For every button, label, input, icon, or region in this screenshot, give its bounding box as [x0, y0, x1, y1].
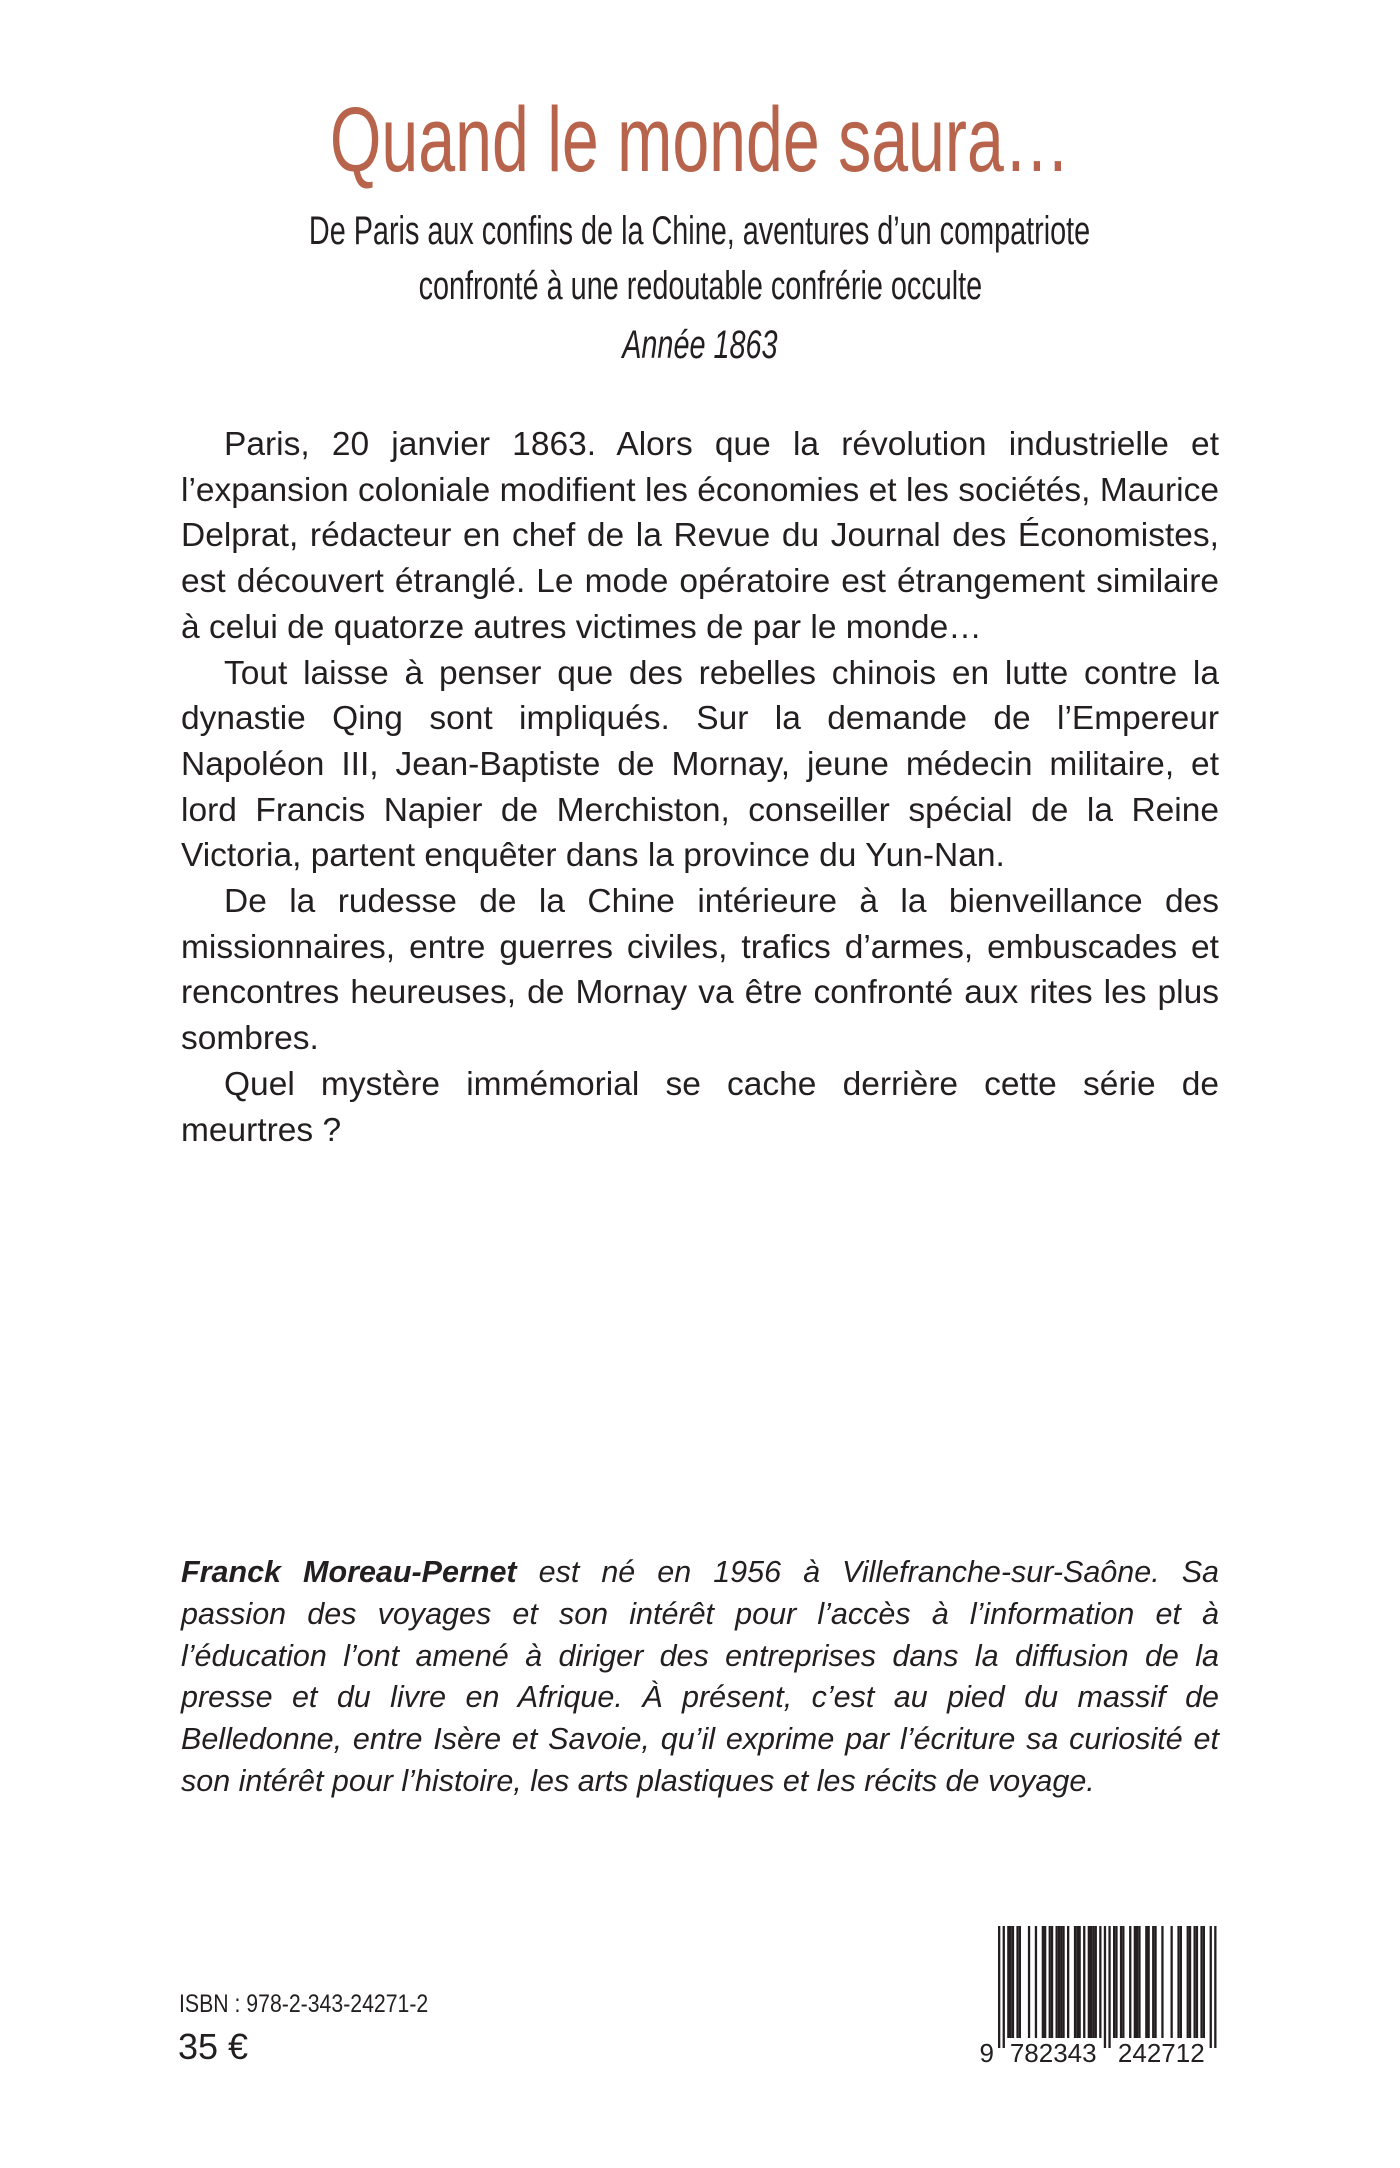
year-label: Année 1863 [622, 323, 778, 367]
author-bio [181, 1552, 1219, 1803]
barcode-bar [1134, 1926, 1136, 2038]
barcode-bar [1067, 1926, 1069, 2038]
barcode-bar [1007, 1926, 1009, 2038]
barcode-bar [1138, 1926, 1140, 2038]
barcode-bar [1056, 1926, 1058, 2038]
barcode-bar [1161, 1926, 1163, 2038]
barcode-bar [1210, 1926, 1212, 2048]
barcode-bar [1062, 1926, 1064, 2038]
barcode-bar [1196, 1926, 1198, 2038]
barcode-digits: 242712 [1117, 2038, 1205, 2067]
summary [181, 422, 1219, 1153]
barcode-bar [1049, 1926, 1051, 2038]
barcode-bar [1187, 1926, 1189, 2038]
barcode-bar [1074, 1926, 1076, 2038]
barcode-bar [1028, 1926, 1030, 2038]
barcode-bar [1129, 1926, 1131, 2038]
barcode-bar [1092, 1926, 1094, 2038]
barcode-bar [1016, 1926, 1018, 2038]
barcode-bar [1035, 1926, 1037, 2038]
barcode-bar [1148, 1926, 1150, 2038]
barcode-bar [1010, 1926, 1012, 2038]
isbn: ISBN : 978-2-343-24271-2 [179, 1990, 429, 2018]
barcode-bar [1171, 1926, 1173, 2038]
barcode-bar [1113, 1926, 1115, 2038]
barcode-bar [1203, 1926, 1205, 2038]
barcode-bar [1044, 1926, 1046, 2038]
barcode-bar [1003, 1926, 1005, 2048]
summary-paragraph: Paris, 20 janvier 1863. Alors que la révolution industrielle et l’expansion coloniale modifient les économies et les sociétés, Maurice Delprat, rédacteur en chef de la Revue du Journal des Économistes, est découvert étranglé. Le mode opératoire est étrangement similaire à celui de quatorze autres victimes de par le monde… [181, 426, 1219, 646]
barcode [978, 1922, 1223, 2067]
summary-paragraph: Quel mystère immémorial se cache derrière cette série de meurtres ? [181, 1065, 1219, 1149]
author-bio-text: est né en 1956 à Villefranche-sur-Saône. Sa passion des voyages et son intérêt pour l’accès à l’information et à l’éducation l’ont amené à diriger des entreprises dans la diffusion de la presse et du livre en Afrique. À présent, c’est au pied du massif de Belledonne, entre Isère et Savoie, qu’il exprime par l’écriture sa curiosité et son intérêt pour l’histoire, les arts plastiques et les récits de voyage. [181, 1555, 1219, 1798]
barcode-bar [1058, 1926, 1060, 2038]
barcode-bar [1136, 1926, 1138, 2038]
barcode-bar [1189, 1926, 1191, 2038]
barcode-bar [1122, 1926, 1124, 2038]
barcode-bar [1083, 1926, 1085, 2038]
barcode-bar [1177, 1926, 1179, 2038]
price: 35 € [178, 2026, 249, 2067]
book-title: Quand le monde saura… [329, 89, 1071, 191]
barcode-bar [998, 1926, 1000, 2048]
barcode-digits: 9 [979, 2038, 994, 2067]
barcode-bar [1060, 1926, 1062, 2038]
barcode-bar [1012, 1926, 1014, 2038]
barcode-bar [1090, 1926, 1092, 2038]
subtitle-line-2: confronté à une redoutable confrérie occulte [418, 264, 982, 308]
barcode-bar [1099, 1926, 1101, 2038]
barcode-bar [1154, 1926, 1156, 2038]
barcode-bar [1076, 1926, 1078, 2038]
barcode-bar [1115, 1926, 1117, 2038]
barcode-bar [1095, 1926, 1097, 2038]
barcode-bar [1104, 1926, 1106, 2048]
barcode-bar [1152, 1926, 1154, 2038]
barcode-bar [1079, 1926, 1081, 2038]
barcode-bar [1120, 1926, 1122, 2038]
barcode-bar [1194, 1926, 1196, 2038]
barcode-bar [1180, 1926, 1182, 2038]
barcode-bar [1108, 1926, 1110, 2048]
summary-paragraph: Tout laisse à penser que des rebelles chinois en lutte contre la dynastie Qing sont impliqués. Sur la demande de l’Empereur Napoléon III, Jean-Baptiste de Mornay, jeune médecin militaire, et lord Francis Napier de Merchiston, conseiller spécial de la Reine Victoria, partent enquêter dans la province du Yun-Nan. [181, 654, 1219, 875]
barcode-bar [1042, 1926, 1044, 2038]
author-name: Franck Moreau-Pernet [181, 1555, 517, 1589]
barcode-bar [1214, 1926, 1216, 2048]
barcode-bar [1019, 1926, 1021, 2038]
barcode-bar [1051, 1926, 1053, 2038]
barcode-bar [1145, 1926, 1147, 2038]
barcode-bar [1088, 1926, 1090, 2038]
barcode-digits: 782343 [1009, 2038, 1097, 2067]
barcode-bar [1200, 1926, 1202, 2038]
summary-paragraph: De la rudesse de la Chine intérieure à la bienveillance des missionnaires, entre guerres civiles, trafics d’armes, embuscades et rencontres heureuses, de Mornay va être confronté aux rites les plus sombres. [181, 883, 1219, 1058]
subtitle-line-1: De Paris aux confins de la Chine, aventures d’un compatriote [309, 209, 1091, 253]
